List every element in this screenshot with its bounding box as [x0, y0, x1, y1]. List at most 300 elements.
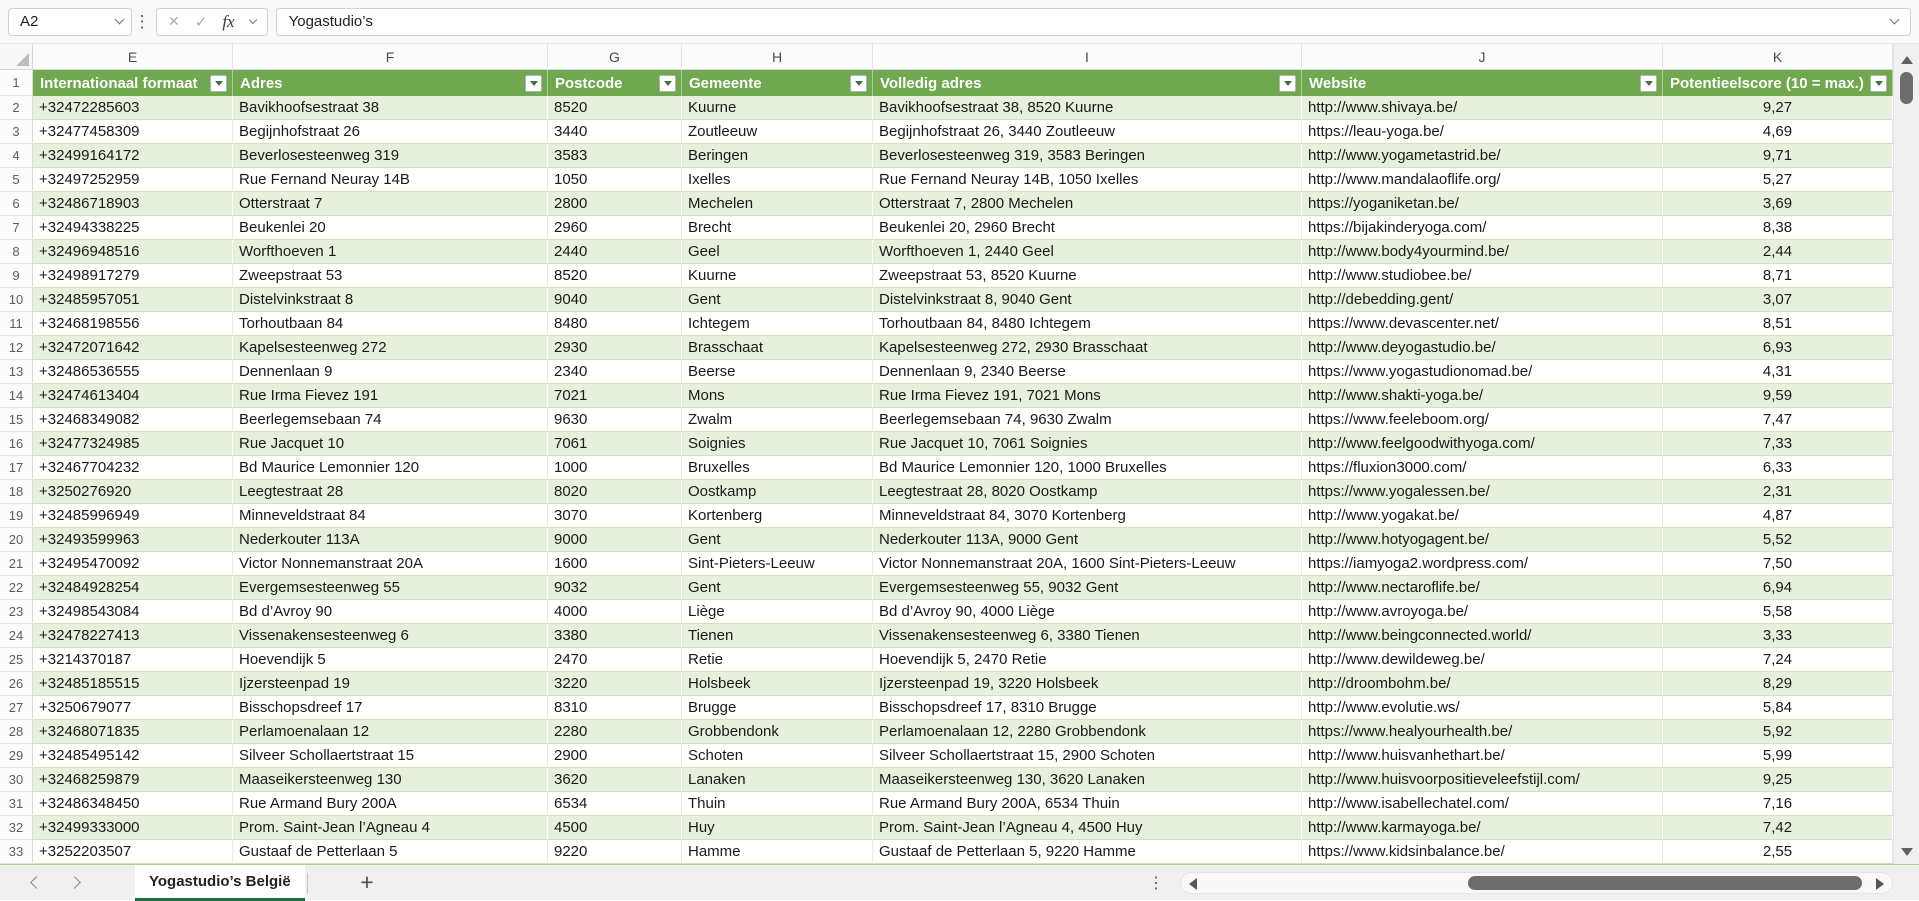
cell-international-format[interactable]: +32477458309	[33, 120, 233, 144]
cell-postcode[interactable]: 3620	[548, 768, 682, 792]
cell-volledig-adres[interactable]: Prom. Saint-Jean l’Agneau 4, 4500 Huy	[873, 816, 1302, 840]
cell-volledig-adres[interactable]: Minneveldstraat 84, 3070 Kortenberg	[873, 504, 1302, 528]
select-all-corner[interactable]	[0, 44, 33, 70]
cell-postcode[interactable]: 9032	[548, 576, 682, 600]
header-cell[interactable]	[682, 70, 873, 96]
column-letter[interactable]: E	[33, 44, 233, 70]
cell-gemeente[interactable]: Sint-Pieters-Leeuw	[682, 552, 873, 576]
cell-international-format[interactable]: +32495470092	[33, 552, 233, 576]
cell-adres[interactable]: Otterstraat 7	[233, 192, 548, 216]
cell-gemeente[interactable]: Ixelles	[682, 168, 873, 192]
cell-volledig-adres[interactable]: Gustaaf de Petterlaan 5, 9220 Hamme	[873, 840, 1302, 864]
cell-adres[interactable]: Evergemsesteenweg 55	[233, 576, 548, 600]
row-number[interactable]: 33	[0, 840, 33, 864]
row-number[interactable]: 27	[0, 696, 33, 720]
cell-volledig-adres[interactable]: Bisschopsdreef 17, 8310 Brugge	[873, 696, 1302, 720]
cell-adres[interactable]: Ijzersteenpad 19	[233, 672, 548, 696]
cell-international-format[interactable]: +32474613404	[33, 384, 233, 408]
row-number[interactable]: 22	[0, 576, 33, 600]
cell-postcode[interactable]: 2930	[548, 336, 682, 360]
cell-international-format[interactable]: +3250276920	[33, 480, 233, 504]
formula-bar-expand-icon[interactable]	[1890, 15, 1900, 25]
cell-website[interactable]: https://www.devascenter.net/	[1302, 312, 1663, 336]
cell-postcode[interactable]: 3220	[548, 672, 682, 696]
row-number[interactable]: 3	[0, 120, 33, 144]
row-number[interactable]: 5	[0, 168, 33, 192]
next-sheet-icon[interactable]	[68, 876, 81, 889]
cell-website[interactable]: https://bijakinderyoga.com/	[1302, 216, 1663, 240]
cell-gemeente[interactable]: Zoutleeuw	[682, 120, 873, 144]
cell-adres[interactable]: Bavikhoofsestraat 38	[233, 96, 548, 120]
cell-website[interactable]: http://www.dewildeweg.be/	[1302, 648, 1663, 672]
cell-potentieelscore[interactable]: 7,47	[1663, 408, 1893, 432]
name-box[interactable]	[8, 8, 132, 36]
row-number[interactable]: 2	[0, 96, 33, 120]
cell-gemeente[interactable]: Mons	[682, 384, 873, 408]
cell-postcode[interactable]: 6534	[548, 792, 682, 816]
row-number[interactable]: 25	[0, 648, 33, 672]
cell-adres[interactable]: Kapelsesteenweg 272	[233, 336, 548, 360]
cell-adres[interactable]: Torhoutbaan 84	[233, 312, 548, 336]
header-cell[interactable]	[33, 70, 233, 96]
chevron-down-icon[interactable]	[115, 15, 125, 25]
row-number[interactable]: 11	[0, 312, 33, 336]
cell-website[interactable]: http://www.studiobee.be/	[1302, 264, 1663, 288]
cell-volledig-adres[interactable]: Bd Maurice Lemonnier 120, 1000 Bruxelles	[873, 456, 1302, 480]
cell-potentieelscore[interactable]: 3,69	[1663, 192, 1893, 216]
cell-adres[interactable]: Worfthoeven 1	[233, 240, 548, 264]
cell-international-format[interactable]: +32486348450	[33, 792, 233, 816]
cell-volledig-adres[interactable]: Torhoutbaan 84, 8480 Ichtegem	[873, 312, 1302, 336]
cell-potentieelscore[interactable]: 8,38	[1663, 216, 1893, 240]
row-number[interactable]: 19	[0, 504, 33, 528]
row-number[interactable]: 32	[0, 816, 33, 840]
cell-postcode[interactable]: 3380	[548, 624, 682, 648]
cell-international-format[interactable]: +32468259879	[33, 768, 233, 792]
sheet-options-kebab-icon[interactable]	[1148, 873, 1164, 893]
cell-gemeente[interactable]: Hamme	[682, 840, 873, 864]
previous-sheet-icon[interactable]	[30, 876, 43, 889]
cell-postcode[interactable]: 1050	[548, 168, 682, 192]
cell-gemeente[interactable]: Brasschaat	[682, 336, 873, 360]
cell-website[interactable]: https://yoganiketan.be/	[1302, 192, 1663, 216]
cell-volledig-adres[interactable]: Evergemsesteenweg 55, 9032 Gent	[873, 576, 1302, 600]
confirm-entry-icon[interactable]	[195, 13, 208, 31]
cell-gemeente[interactable]: Lanaken	[682, 768, 873, 792]
cell-volledig-adres[interactable]: Beukenlei 20, 2960 Brecht	[873, 216, 1302, 240]
cell-postcode[interactable]: 2900	[548, 744, 682, 768]
cell-website[interactable]: http://www.huisvoorpositieveleefstijl.com/	[1302, 768, 1663, 792]
column-letter[interactable]: I	[873, 44, 1302, 70]
cell-potentieelscore[interactable]: 7,50	[1663, 552, 1893, 576]
cell-adres[interactable]: Rue Fernand Neuray 14B	[233, 168, 548, 192]
column-letter[interactable]: F	[233, 44, 548, 70]
cell-volledig-adres[interactable]: Zweepstraat 53, 8520 Kuurne	[873, 264, 1302, 288]
row-number[interactable]: 8	[0, 240, 33, 264]
cell-postcode[interactable]: 9630	[548, 408, 682, 432]
cell-gemeente[interactable]: Retie	[682, 648, 873, 672]
cell-volledig-adres[interactable]: Hoevendijk 5, 2470 Retie	[873, 648, 1302, 672]
cell-website[interactable]: https://www.yogalessen.be/	[1302, 480, 1663, 504]
header-cell[interactable]	[548, 70, 682, 96]
filter-dropdown-button[interactable]	[210, 75, 227, 92]
cell-adres[interactable]: Perlamoenalaan 12	[233, 720, 548, 744]
cell-website[interactable]: http://droombohm.be/	[1302, 672, 1663, 696]
cell-potentieelscore[interactable]: 5,99	[1663, 744, 1893, 768]
cell-international-format[interactable]: +32499164172	[33, 144, 233, 168]
cell-gemeente[interactable]: Grobbendonk	[682, 720, 873, 744]
cell-website[interactable]: http://www.yogakat.be/	[1302, 504, 1663, 528]
cell-volledig-adres[interactable]: Leegtestraat 28, 8020 Oostkamp	[873, 480, 1302, 504]
cell-gemeente[interactable]: Huy	[682, 816, 873, 840]
filter-dropdown-button[interactable]	[1640, 75, 1657, 92]
cell-international-format[interactable]: +32468349082	[33, 408, 233, 432]
cell-website[interactable]: http://www.yogametastrid.be/	[1302, 144, 1663, 168]
cell-website[interactable]: http://www.shivaya.be/	[1302, 96, 1663, 120]
cell-gemeente[interactable]: Gent	[682, 528, 873, 552]
cell-postcode[interactable]: 2440	[548, 240, 682, 264]
cell-volledig-adres[interactable]: Beerlegemsebaan 74, 9630 Zwalm	[873, 408, 1302, 432]
cell-potentieelscore[interactable]: 9,71	[1663, 144, 1893, 168]
cell-postcode[interactable]: 4500	[548, 816, 682, 840]
row-number[interactable]: 15	[0, 408, 33, 432]
cell-website[interactable]: http://www.avroyoga.be/	[1302, 600, 1663, 624]
cell-potentieelscore[interactable]: 4,69	[1663, 120, 1893, 144]
cell-adres[interactable]: Bd d’Avroy 90	[233, 600, 548, 624]
cell-postcode[interactable]: 7061	[548, 432, 682, 456]
row-number[interactable]: 14	[0, 384, 33, 408]
cell-gemeente[interactable]: Kuurne	[682, 264, 873, 288]
cell-postcode[interactable]: 7021	[548, 384, 682, 408]
cell-potentieelscore[interactable]: 5,92	[1663, 720, 1893, 744]
header-cell[interactable]	[1302, 70, 1663, 96]
cell-international-format[interactable]: +32497252959	[33, 168, 233, 192]
cell-international-format[interactable]: +32484928254	[33, 576, 233, 600]
cell-adres[interactable]: Gustaaf de Petterlaan 5	[233, 840, 548, 864]
cell-postcode[interactable]: 3070	[548, 504, 682, 528]
cell-gemeente[interactable]: Bruxelles	[682, 456, 873, 480]
cell-volledig-adres[interactable]: Vissenakensesteenweg 6, 3380 Tienen	[873, 624, 1302, 648]
chevron-down-icon[interactable]	[248, 15, 256, 23]
cell-website[interactable]: http://www.feelgoodwithyoga.com/	[1302, 432, 1663, 456]
cell-gemeente[interactable]: Geel	[682, 240, 873, 264]
cell-volledig-adres[interactable]: Dennenlaan 9, 2340 Beerse	[873, 360, 1302, 384]
row-number[interactable]: 10	[0, 288, 33, 312]
kebab-menu-icon[interactable]	[132, 13, 152, 30]
scroll-left-icon[interactable]	[1189, 878, 1197, 890]
cell-adres[interactable]: Maaseikersteenweg 130	[233, 768, 548, 792]
cell-postcode[interactable]: 1600	[548, 552, 682, 576]
cell-adres[interactable]: Rue Jacquet 10	[233, 432, 548, 456]
cell-gemeente[interactable]: Liège	[682, 600, 873, 624]
cell-postcode[interactable]: 9040	[548, 288, 682, 312]
cell-website[interactable]: http://www.beingconnected.world/	[1302, 624, 1663, 648]
cell-international-format[interactable]: +32486536555	[33, 360, 233, 384]
row-number[interactable]: 21	[0, 552, 33, 576]
cell-potentieelscore[interactable]: 2,55	[1663, 840, 1893, 864]
cell-website[interactable]: http://debedding.gent/	[1302, 288, 1663, 312]
cell-website[interactable]: https://www.healyourhealth.be/	[1302, 720, 1663, 744]
row-number[interactable]: 13	[0, 360, 33, 384]
cell-potentieelscore[interactable]: 6,93	[1663, 336, 1893, 360]
cell-gemeente[interactable]: Kuurne	[682, 96, 873, 120]
cell-volledig-adres[interactable]: Kapelsesteenweg 272, 2930 Brasschaat	[873, 336, 1302, 360]
cell-adres[interactable]: Bd Maurice Lemonnier 120	[233, 456, 548, 480]
cell-website[interactable]: https://www.yogastudionomad.be/	[1302, 360, 1663, 384]
cell-gemeente[interactable]: Gent	[682, 576, 873, 600]
cell-adres[interactable]: Dennenlaan 9	[233, 360, 548, 384]
cell-international-format[interactable]: +32485185515	[33, 672, 233, 696]
cell-international-format[interactable]: +32478227413	[33, 624, 233, 648]
cell-potentieelscore[interactable]: 6,33	[1663, 456, 1893, 480]
cell-adres[interactable]: Bisschopsdreef 17	[233, 696, 548, 720]
cell-postcode[interactable]: 2470	[548, 648, 682, 672]
cell-international-format[interactable]: +32498917279	[33, 264, 233, 288]
row-number[interactable]: 18	[0, 480, 33, 504]
cell-postcode[interactable]: 2800	[548, 192, 682, 216]
cell-postcode[interactable]: 3583	[548, 144, 682, 168]
cell-potentieelscore[interactable]: 8,71	[1663, 264, 1893, 288]
cell-website[interactable]: http://www.hotyogagent.be/	[1302, 528, 1663, 552]
cell-potentieelscore[interactable]: 4,31	[1663, 360, 1893, 384]
scroll-up-icon[interactable]	[1901, 56, 1913, 64]
cell-gemeente[interactable]: Tienen	[682, 624, 873, 648]
cell-website[interactable]: https://www.feeleboom.org/	[1302, 408, 1663, 432]
cancel-entry-icon[interactable]	[168, 13, 180, 30]
row-number[interactable]: 1	[0, 70, 33, 96]
cell-postcode[interactable]: 9220	[548, 840, 682, 864]
row-number[interactable]: 17	[0, 456, 33, 480]
cell-volledig-adres[interactable]: Ijzersteenpad 19, 3220 Holsbeek	[873, 672, 1302, 696]
row-number[interactable]: 31	[0, 792, 33, 816]
column-letter[interactable]: H	[682, 44, 873, 70]
cell-website[interactable]: http://www.karmayoga.be/	[1302, 816, 1663, 840]
row-number[interactable]: 20	[0, 528, 33, 552]
cell-postcode[interactable]: 8480	[548, 312, 682, 336]
filter-dropdown-button[interactable]	[525, 75, 542, 92]
horizontal-scrollbar-thumb[interactable]	[1468, 876, 1862, 890]
vertical-scrollbar-thumb[interactable]	[1900, 72, 1913, 104]
cell-postcode[interactable]: 9000	[548, 528, 682, 552]
column-letter[interactable]: K	[1663, 44, 1893, 70]
row-number[interactable]: 9	[0, 264, 33, 288]
cell-adres[interactable]: Distelvinkstraat 8	[233, 288, 548, 312]
cell-volledig-adres[interactable]: Maaseikersteenweg 130, 3620 Lanaken	[873, 768, 1302, 792]
cell-potentieelscore[interactable]: 9,25	[1663, 768, 1893, 792]
cell-website[interactable]: http://www.deyogastudio.be/	[1302, 336, 1663, 360]
cell-international-format[interactable]: +32493599963	[33, 528, 233, 552]
row-number[interactable]: 28	[0, 720, 33, 744]
cell-international-format[interactable]: +32468198556	[33, 312, 233, 336]
cell-website[interactable]: http://www.isabellechatel.com/	[1302, 792, 1663, 816]
cell-gemeente[interactable]: Schoten	[682, 744, 873, 768]
cell-gemeente[interactable]: Mechelen	[682, 192, 873, 216]
cell-postcode[interactable]: 2340	[548, 360, 682, 384]
scroll-down-icon[interactable]	[1901, 848, 1913, 856]
cell-volledig-adres[interactable]: Perlamoenalaan 12, 2280 Grobbendonk	[873, 720, 1302, 744]
cell-postcode[interactable]: 8520	[548, 96, 682, 120]
cell-international-format[interactable]: +32485957051	[33, 288, 233, 312]
cell-gemeente[interactable]: Ichtegem	[682, 312, 873, 336]
cell-adres[interactable]: Beukenlei 20	[233, 216, 548, 240]
insert-function-icon[interactable]: fx	[222, 11, 235, 31]
cell-international-format[interactable]: +32467704232	[33, 456, 233, 480]
cell-adres[interactable]: Hoevendijk 5	[233, 648, 548, 672]
cell-website[interactable]: http://www.nectaroflife.be/	[1302, 576, 1663, 600]
cell-website[interactable]: https://iamyoga2.wordpress.com/	[1302, 552, 1663, 576]
cell-adres[interactable]: Leegtestraat 28	[233, 480, 548, 504]
row-number[interactable]: 24	[0, 624, 33, 648]
cell-international-format[interactable]: +3250679077	[33, 696, 233, 720]
cell-potentieelscore[interactable]: 2,44	[1663, 240, 1893, 264]
column-letter[interactable]: J	[1302, 44, 1663, 70]
cell-gemeente[interactable]: Kortenberg	[682, 504, 873, 528]
cell-adres[interactable]: Beverlosesteenweg 319	[233, 144, 548, 168]
cell-potentieelscore[interactable]: 8,29	[1663, 672, 1893, 696]
cell-adres[interactable]: Vissenakensesteenweg 6	[233, 624, 548, 648]
row-number[interactable]: 30	[0, 768, 33, 792]
row-number[interactable]: 16	[0, 432, 33, 456]
cell-volledig-adres[interactable]: Begijnhofstraat 26, 3440 Zoutleeuw	[873, 120, 1302, 144]
cell-postcode[interactable]: 2960	[548, 216, 682, 240]
cell-potentieelscore[interactable]: 5,84	[1663, 696, 1893, 720]
cell-gemeente[interactable]: Soignies	[682, 432, 873, 456]
cell-gemeente[interactable]: Beringen	[682, 144, 873, 168]
cell-potentieelscore[interactable]: 7,24	[1663, 648, 1893, 672]
add-sheet-button[interactable]: +	[360, 868, 374, 895]
cell-potentieelscore[interactable]: 7,16	[1663, 792, 1893, 816]
cell-website[interactable]: http://www.evolutie.ws/	[1302, 696, 1663, 720]
filter-dropdown-button[interactable]	[850, 75, 867, 92]
header-cell[interactable]	[233, 70, 548, 96]
cell-website[interactable]: http://www.mandalaoflife.org/	[1302, 168, 1663, 192]
cell-volledig-adres[interactable]: Otterstraat 7, 2800 Mechelen	[873, 192, 1302, 216]
cell-international-format[interactable]: +32468071835	[33, 720, 233, 744]
cell-adres[interactable]: Begijnhofstraat 26	[233, 120, 548, 144]
cell-gemeente[interactable]: Beerse	[682, 360, 873, 384]
cell-volledig-adres[interactable]: Bavikhoofsestraat 38, 8520 Kuurne	[873, 96, 1302, 120]
cell-potentieelscore[interactable]: 3,07	[1663, 288, 1893, 312]
cell-volledig-adres[interactable]: Rue Armand Bury 200A, 6534 Thuin	[873, 792, 1302, 816]
cell-adres[interactable]: Nederkouter 113A	[233, 528, 548, 552]
cell-postcode[interactable]: 8020	[548, 480, 682, 504]
cell-international-format[interactable]: +32472071642	[33, 336, 233, 360]
cell-volledig-adres[interactable]: Worfthoeven 1, 2440 Geel	[873, 240, 1302, 264]
cell-website[interactable]: https://leau-yoga.be/	[1302, 120, 1663, 144]
cell-potentieelscore[interactable]: 9,59	[1663, 384, 1893, 408]
cell-potentieelscore[interactable]: 2,31	[1663, 480, 1893, 504]
cell-adres[interactable]: Rue Irma Fievez 191	[233, 384, 548, 408]
cell-international-format[interactable]: +32494338225	[33, 216, 233, 240]
row-number[interactable]: 23	[0, 600, 33, 624]
cell-potentieelscore[interactable]: 6,94	[1663, 576, 1893, 600]
cell-potentieelscore[interactable]: 3,33	[1663, 624, 1893, 648]
cell-volledig-adres[interactable]: Rue Jacquet 10, 7061 Soignies	[873, 432, 1302, 456]
cell-international-format[interactable]: +3252203507	[33, 840, 233, 864]
cell-adres[interactable]: Silveer Schollaertstraat 15	[233, 744, 548, 768]
cell-website[interactable]: http://www.shakti-yoga.be/	[1302, 384, 1663, 408]
cell-adres[interactable]: Minneveldstraat 84	[233, 504, 548, 528]
cell-international-format[interactable]: +32496948516	[33, 240, 233, 264]
cell-volledig-adres[interactable]: Rue Irma Fievez 191, 7021 Mons	[873, 384, 1302, 408]
cell-postcode[interactable]: 4000	[548, 600, 682, 624]
scroll-right-icon[interactable]	[1876, 878, 1884, 890]
cell-adres[interactable]: Rue Armand Bury 200A	[233, 792, 548, 816]
cell-adres[interactable]: Zweepstraat 53	[233, 264, 548, 288]
cell-website[interactable]: https://www.kidsinbalance.be/	[1302, 840, 1663, 864]
cell-gemeente[interactable]: Holsbeek	[682, 672, 873, 696]
cell-potentieelscore[interactable]: 4,87	[1663, 504, 1893, 528]
cell-international-format[interactable]: +32485495142	[33, 744, 233, 768]
cell-volledig-adres[interactable]: Victor Nonnemanstraat 20A, 1600 Sint-Pieters-Leeuw	[873, 552, 1302, 576]
cell-adres[interactable]: Victor Nonnemanstraat 20A	[233, 552, 548, 576]
cell-international-format[interactable]: +32477324985	[33, 432, 233, 456]
cell-international-format[interactable]: +32486718903	[33, 192, 233, 216]
cell-volledig-adres[interactable]: Beverlosesteenweg 319, 3583 Beringen	[873, 144, 1302, 168]
row-number[interactable]: 6	[0, 192, 33, 216]
cell-adres[interactable]: Prom. Saint-Jean l’Agneau 4	[233, 816, 548, 840]
cell-potentieelscore[interactable]: 7,33	[1663, 432, 1893, 456]
cell-website[interactable]: http://www.body4yourmind.be/	[1302, 240, 1663, 264]
filter-dropdown-button[interactable]	[1870, 75, 1887, 92]
formula-bar-input[interactable]	[276, 8, 1911, 36]
cell-potentieelscore[interactable]: 5,27	[1663, 168, 1893, 192]
cell-postcode[interactable]: 8310	[548, 696, 682, 720]
vertical-scrollbar[interactable]	[1893, 44, 1919, 864]
cell-volledig-adres[interactable]: Rue Fernand Neuray 14B, 1050 Ixelles	[873, 168, 1302, 192]
cell-gemeente[interactable]: Brugge	[682, 696, 873, 720]
cell-volledig-adres[interactable]: Bd d’Avroy 90, 4000 Liège	[873, 600, 1302, 624]
sheet-tab-active[interactable]: Yogastudio’s België	[135, 865, 305, 901]
cell-volledig-adres[interactable]: Silveer Schollaertstraat 15, 2900 Schoten	[873, 744, 1302, 768]
cell-adres[interactable]: Beerlegemsebaan 74	[233, 408, 548, 432]
column-letter[interactable]: G	[548, 44, 682, 70]
cell-gemeente[interactable]: Oostkamp	[682, 480, 873, 504]
cell-postcode[interactable]: 1000	[548, 456, 682, 480]
cell-postcode[interactable]: 2280	[548, 720, 682, 744]
cell-website[interactable]: https://fluxion3000.com/	[1302, 456, 1663, 480]
cell-website[interactable]: http://www.huisvanhethart.be/	[1302, 744, 1663, 768]
filter-dropdown-button[interactable]	[659, 75, 676, 92]
cell-postcode[interactable]: 8520	[548, 264, 682, 288]
cell-international-format[interactable]: +3214370187	[33, 648, 233, 672]
cell-volledig-adres[interactable]: Nederkouter 113A, 9000 Gent	[873, 528, 1302, 552]
row-number[interactable]: 7	[0, 216, 33, 240]
cell-postcode[interactable]: 3440	[548, 120, 682, 144]
cell-potentieelscore[interactable]: 5,52	[1663, 528, 1893, 552]
cell-gemeente[interactable]: Thuin	[682, 792, 873, 816]
row-number[interactable]: 4	[0, 144, 33, 168]
row-number[interactable]: 12	[0, 336, 33, 360]
row-number[interactable]: 29	[0, 744, 33, 768]
cell-gemeente[interactable]: Zwalm	[682, 408, 873, 432]
horizontal-scrollbar[interactable]	[1180, 872, 1893, 894]
cell-gemeente[interactable]: Brecht	[682, 216, 873, 240]
cell-international-format[interactable]: +32499333000	[33, 816, 233, 840]
cell-potentieelscore[interactable]: 9,27	[1663, 96, 1893, 120]
cell-international-format[interactable]: +32498543084	[33, 600, 233, 624]
row-number[interactable]: 26	[0, 672, 33, 696]
cell-potentieelscore[interactable]: 5,58	[1663, 600, 1893, 624]
cell-gemeente[interactable]: Gent	[682, 288, 873, 312]
cell-international-format[interactable]: +32472285603	[33, 96, 233, 120]
cell-international-format[interactable]: +32485996949	[33, 504, 233, 528]
cell-volledig-adres[interactable]: Distelvinkstraat 8, 9040 Gent	[873, 288, 1302, 312]
header-cell[interactable]	[873, 70, 1302, 96]
cell-potentieelscore[interactable]: 8,51	[1663, 312, 1893, 336]
cell-potentieelscore[interactable]: 7,42	[1663, 816, 1893, 840]
header-cell[interactable]	[1663, 70, 1893, 96]
